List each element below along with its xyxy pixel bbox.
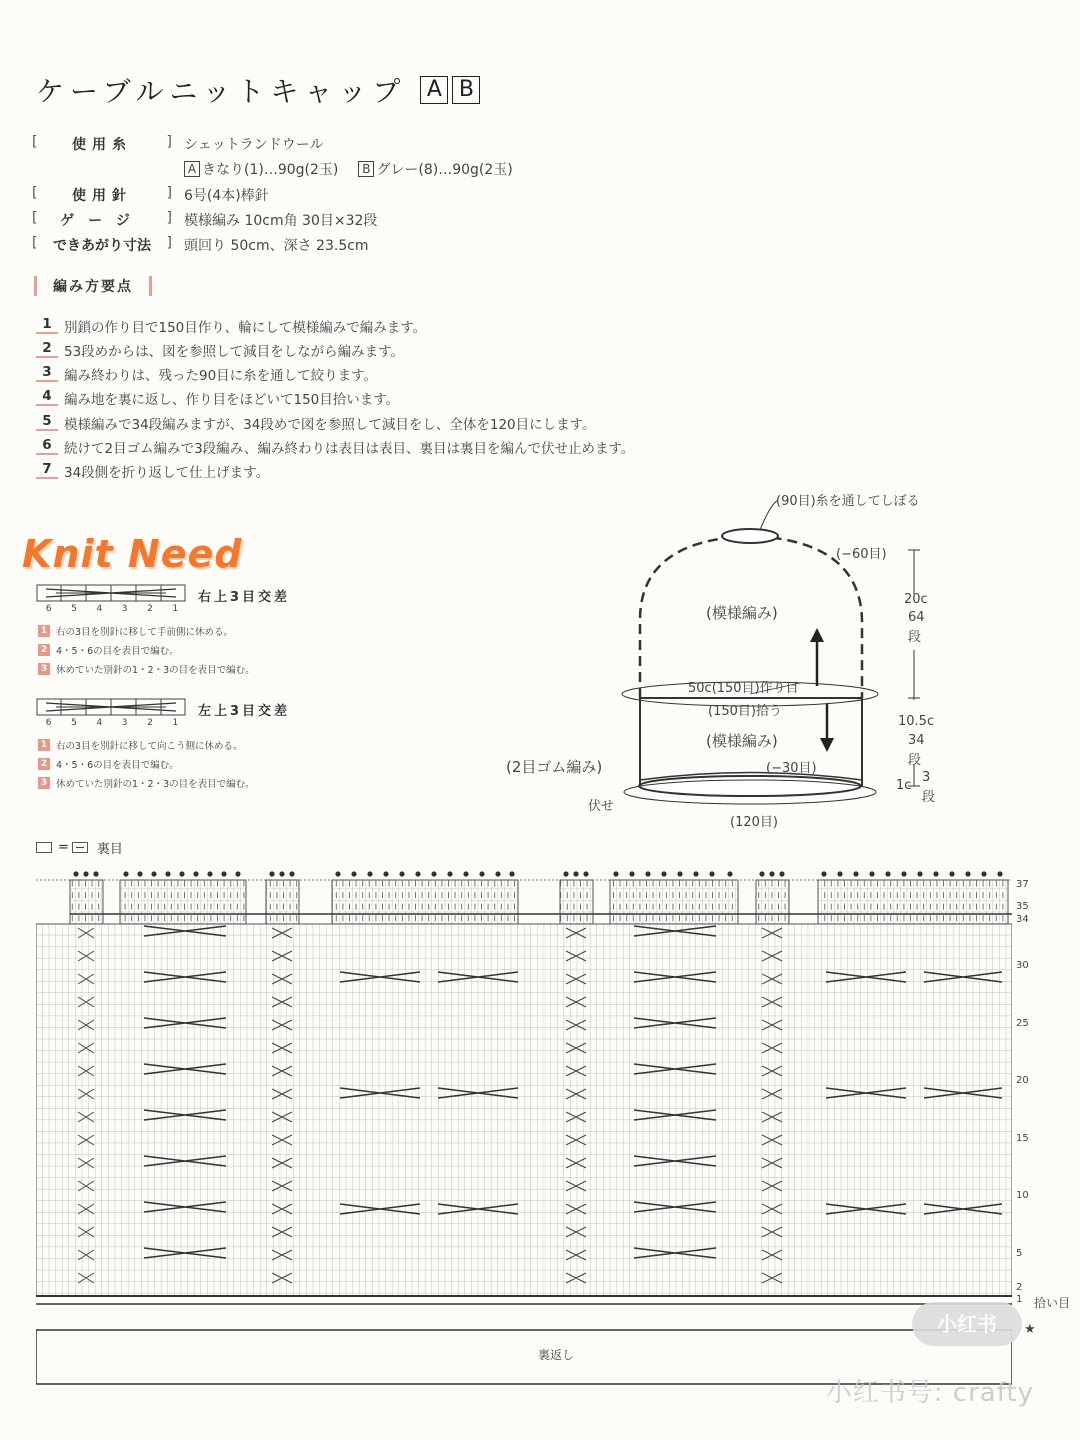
spec-yarn-colors bbox=[184, 159, 513, 179]
diagram-rib: (2目ゴム編み) bbox=[506, 758, 603, 776]
right-cross-step-3: 3 休めていた別針の1・2・3の目を表目で編む。 bbox=[38, 662, 255, 676]
spec-gauge: [ ゲージ ] 模様編み 10cm角 30目×32段 bbox=[32, 210, 378, 229]
dim-20c: 20c bbox=[904, 592, 928, 607]
left-cross-step-1: 1 右の3目を別針に移して向こう側に休める。 bbox=[38, 738, 243, 752]
left-cross-step-3: 3 休めていた別針の1・2・3の目を表目で編む。 bbox=[38, 776, 255, 790]
dim-34-dan: 段 bbox=[908, 753, 922, 768]
dim-3-rows: 3 bbox=[922, 770, 931, 785]
right-cross-step-1: 1 右の3目を別針に移して手前側に休める。 bbox=[38, 624, 233, 638]
pickup-label: 拾い目 bbox=[1034, 1296, 1071, 1310]
spec-needle: [ 使用針 ] 6号(4本)棒針 bbox=[32, 185, 269, 204]
step-5: 5 模様編みで34段編みますが、34段めで図を参照して減目をし、全体を120目にします。 bbox=[36, 413, 596, 433]
yarn-b-text: グレー(8)…90g(2玉) bbox=[376, 162, 513, 178]
diagram-cast-on: 50c(150目)作り目 bbox=[688, 681, 799, 696]
dim-1c: 1c bbox=[896, 778, 912, 793]
diagram-bind-off: 伏せ bbox=[588, 799, 615, 814]
left-cross-step-2: 2 4・5・6の目を表目で編む。 bbox=[38, 757, 179, 771]
spec-needle-value: 6号(4本)棒針 bbox=[184, 188, 269, 204]
step-2: 2 53段めからは、図を参照して減目をしながら編みます。 bbox=[36, 340, 404, 360]
star-mark: ★ bbox=[1024, 1322, 1036, 1337]
row-label-34: 34 bbox=[1016, 914, 1029, 925]
purl-symbol bbox=[72, 842, 88, 853]
watermark-text: 小红书号: crafty bbox=[825, 1378, 1034, 1408]
row-label-10: 10 bbox=[1016, 1190, 1029, 1201]
right-cross-numbers: 6 5 4 3 2 1 bbox=[45, 604, 179, 614]
dim-64-dan: 段 bbox=[908, 630, 922, 645]
row-label-35: 35 bbox=[1016, 901, 1029, 912]
dim-3-dan: 段 bbox=[922, 790, 936, 805]
title-text: ケーブルニットキャップ bbox=[36, 75, 407, 108]
dim-64-rows: 64 bbox=[908, 610, 925, 625]
dim-10-5c: 10.5c bbox=[898, 714, 935, 729]
spec-needle-label: 使用針 bbox=[72, 188, 132, 204]
diagram-pickup: (150目)拾う bbox=[708, 704, 782, 719]
diagram-pattern-bottom: (模様編み) bbox=[706, 732, 778, 750]
diagram-top-label: (90目)糸を通してしぼる bbox=[776, 494, 920, 509]
row-label-15: 15 bbox=[1016, 1133, 1029, 1144]
knit-need-logo: Knit Need bbox=[22, 532, 243, 576]
step-3: 3 編み終わりは、残った90目に糸を通して絞ります。 bbox=[36, 364, 377, 384]
yarn-a-box: A bbox=[184, 161, 200, 177]
rib-blocks bbox=[70, 880, 1008, 924]
dim-34-rows: 34 bbox=[908, 733, 925, 748]
reverse-label: 裏返し bbox=[538, 1348, 575, 1362]
page-title bbox=[36, 70, 480, 110]
variant-b-box: B bbox=[452, 76, 480, 104]
diagram-pattern-top: (模様編み) bbox=[706, 604, 778, 622]
hat-diagram bbox=[600, 500, 940, 830]
diagram-bottom: (120目) bbox=[730, 815, 778, 830]
right-cross-step-2: 2 4・5・6の目を表目で編む。 bbox=[38, 643, 179, 657]
row-label-1: 1 bbox=[1016, 1294, 1023, 1305]
row-label-25: 25 bbox=[1016, 1018, 1029, 1029]
row-label-30: 30 bbox=[1016, 960, 1029, 971]
spec-size-value: 頭回り 50cm、深さ 23.5cm bbox=[184, 238, 369, 254]
watermark-bubble: 小红书 bbox=[912, 1302, 1022, 1346]
spec-gauge-value: 模様編み 10cm角 30目×32段 bbox=[184, 213, 378, 229]
left-cross-numbers: 6 5 4 3 2 1 bbox=[45, 718, 179, 728]
diagram-dec60: (−60目) bbox=[836, 547, 887, 562]
yarn-b-box: B bbox=[358, 161, 374, 177]
spec-yarn: [ 使用糸 ] シェットランドウール bbox=[32, 134, 324, 153]
step-7: 7 34段側を折り返して仕上げます。 bbox=[36, 461, 269, 481]
spec-gauge-label: ゲージ bbox=[60, 213, 144, 229]
step-6: 6 続けて2目ゴム編みで3段編み、編み終わりは表目は表目、裏目は裏目を編んで伏せ止めます。 bbox=[36, 437, 634, 457]
variant-a-box: A bbox=[420, 76, 448, 104]
row-label-5: 5 bbox=[1016, 1248, 1023, 1259]
blank-cell-symbol bbox=[36, 842, 52, 853]
right-cross-title: 右上3目交差 bbox=[198, 590, 291, 605]
spec-size-label: できあがり寸法 bbox=[53, 238, 151, 254]
purl-legend: = 裏目 bbox=[36, 838, 123, 857]
row-label-20: 20 bbox=[1016, 1075, 1029, 1086]
spec-size: [ できあがり寸法 ] 頭回り 50cm、深さ 23.5cm bbox=[32, 235, 369, 254]
step-1: 1 別鎖の作り目で150目作り、輪にして模様編みで編みます。 bbox=[36, 316, 426, 336]
spec-yarn-value: シェットランドウール bbox=[184, 137, 324, 153]
row-label-37: 37 bbox=[1016, 879, 1029, 890]
purl-legend-label: 裏目 bbox=[96, 842, 123, 857]
spec-yarn-label: 使用糸 bbox=[72, 137, 132, 153]
diagram-dec30: (−30目) bbox=[766, 761, 817, 776]
left-cross-title: 左上3目交差 bbox=[198, 704, 291, 719]
step-4: 4 編み地を裏に返し、作り目をほどいて150目拾います。 bbox=[36, 388, 399, 408]
stitch-chart bbox=[36, 866, 1012, 1386]
section-title: 編み方要点 bbox=[34, 276, 152, 296]
row-label-2: 2 bbox=[1016, 1282, 1023, 1293]
yarn-a-text: きなり(1)…90g(2玉) bbox=[202, 162, 339, 178]
